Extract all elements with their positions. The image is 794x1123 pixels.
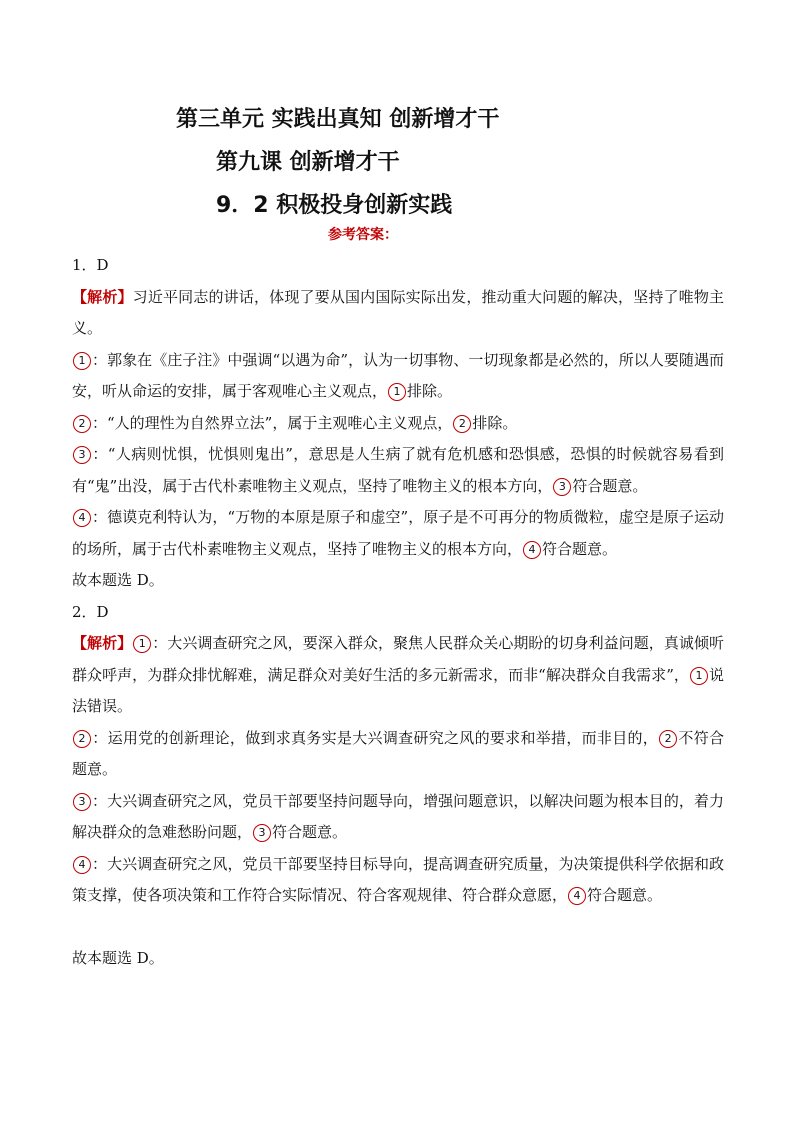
q1-option-1 xyxy=(72,345,724,408)
option-text: ：大兴调查研究之风，党员干部要坚持问题导向，增强问题意识，以解决问题为根本目的，着力解决群众的急难愁盼问题， xyxy=(72,791,724,841)
question-1-analysis xyxy=(72,282,724,345)
analysis-intro: 习近平同志的讲话，体现了要从国内国际实际出发，推动重大问题的解决，坚持了唯物主义。 xyxy=(72,287,724,337)
q1-option-2 xyxy=(72,408,724,440)
question-1-number: 1．D xyxy=(72,256,109,274)
option-verdict: 说法错误。 xyxy=(72,665,724,715)
circled-number-badge: 1 xyxy=(73,352,91,370)
question-1-conclusion: 故本题选 D。 xyxy=(72,571,164,589)
circled-number-badge: 4 xyxy=(73,509,91,527)
option-text: ：“人的理性为自然界立法”，属于主观唯心主义观点， xyxy=(92,413,453,432)
question-2-number: 2．D xyxy=(72,602,109,621)
unit-title: 第三单元 实践出真知 创新增才干 xyxy=(176,107,500,132)
option-verdict: 符合题意。 xyxy=(587,886,663,904)
lesson-title: 第九课 创新增才干 xyxy=(216,150,400,175)
section-title: 9．2 积极投身创新实践 xyxy=(216,193,453,218)
circled-number-badge: 4 xyxy=(523,541,541,559)
option-verdict: 排除。 xyxy=(472,413,518,432)
q2-option-2 xyxy=(72,723,724,786)
circled-number-badge: 1 xyxy=(388,383,406,401)
option-text: ：运用党的创新理论，做到求真务实是大兴调查研究之风的要求和举措，而非目的， xyxy=(92,728,659,747)
circled-number-badge: 4 xyxy=(73,856,91,874)
circled-number-badge: 2 xyxy=(73,415,91,433)
q1-option-3 xyxy=(72,439,724,502)
circled-number-badge: 2 xyxy=(73,730,91,748)
circled-number-badge: 3 xyxy=(73,793,91,811)
option-verdict: 不符合题意。 xyxy=(72,728,724,778)
q2-option-1 xyxy=(72,628,724,723)
option-verdict: 符合题意。 xyxy=(542,539,618,558)
circled-number-badge: 3 xyxy=(253,824,271,842)
q2-option-4 xyxy=(72,849,724,912)
circled-number-badge: 3 xyxy=(73,446,91,464)
answer-content xyxy=(72,250,724,975)
q1-option-4 xyxy=(72,502,724,565)
circled-number-badge: 1 xyxy=(133,635,151,653)
analysis-tag: 【解析】 xyxy=(72,634,133,652)
option-verdict: 符合题意。 xyxy=(272,823,348,841)
answer-key-title: 参考答案： xyxy=(328,227,398,243)
circled-number-badge: 2 xyxy=(453,415,471,433)
circled-number-badge: 3 xyxy=(553,478,571,496)
option-text: ：大兴调查研究之风，要深入群众，聚焦人民群众关心期盼的切身利益问题，真诚倾听群众呼声，为群众排忧解难，满足群众对美好生活的多元新需求，而非“解决群众自我需求”， xyxy=(72,634,724,684)
option-text: ：德谟克利特认为，“万物的本原是原子和虚空”，原子是不可再分的物质微粒，虚空是原子运动的场所，属于古代朴素唯物主义观点，坚持了唯物主义的根本方向， xyxy=(72,508,724,558)
question-2-conclusion: 故本题选 D。 xyxy=(72,949,164,967)
q2-option-3 xyxy=(72,786,724,849)
circled-number-badge: 2 xyxy=(659,730,677,748)
analysis-tag: 【解析】 xyxy=(72,287,133,306)
option-verdict: 排除。 xyxy=(407,382,453,400)
circled-number-badge: 4 xyxy=(568,887,586,905)
option-text: ：“人病则忧惧，忧惧则鬼出”，意思是人生病了就有危机感和恐惧感，恐惧的时候就容易看到有“鬼”出没，属于古代朴素唯物主义观点，坚持了唯物主义的根本方向， xyxy=(72,445,724,495)
option-text: ：大兴调查研究之风，党员干部要坚持目标导向，提高调查研究质量，为决策提供科学依据和政策支撑，使各项决策和工作符合实际情况、符合客观规律、符合群众意愿， xyxy=(72,854,724,904)
option-text: ：郭象在《庄子注》中强调“以遇为命”，认为一切事物、一切现象都是必然的，所以人要随遇而安，听从命运的安排，属于客观唯心主义观点， xyxy=(72,350,724,400)
circled-number-badge: 1 xyxy=(690,667,708,685)
blank-line xyxy=(72,912,724,944)
option-verdict: 符合题意。 xyxy=(572,476,648,495)
